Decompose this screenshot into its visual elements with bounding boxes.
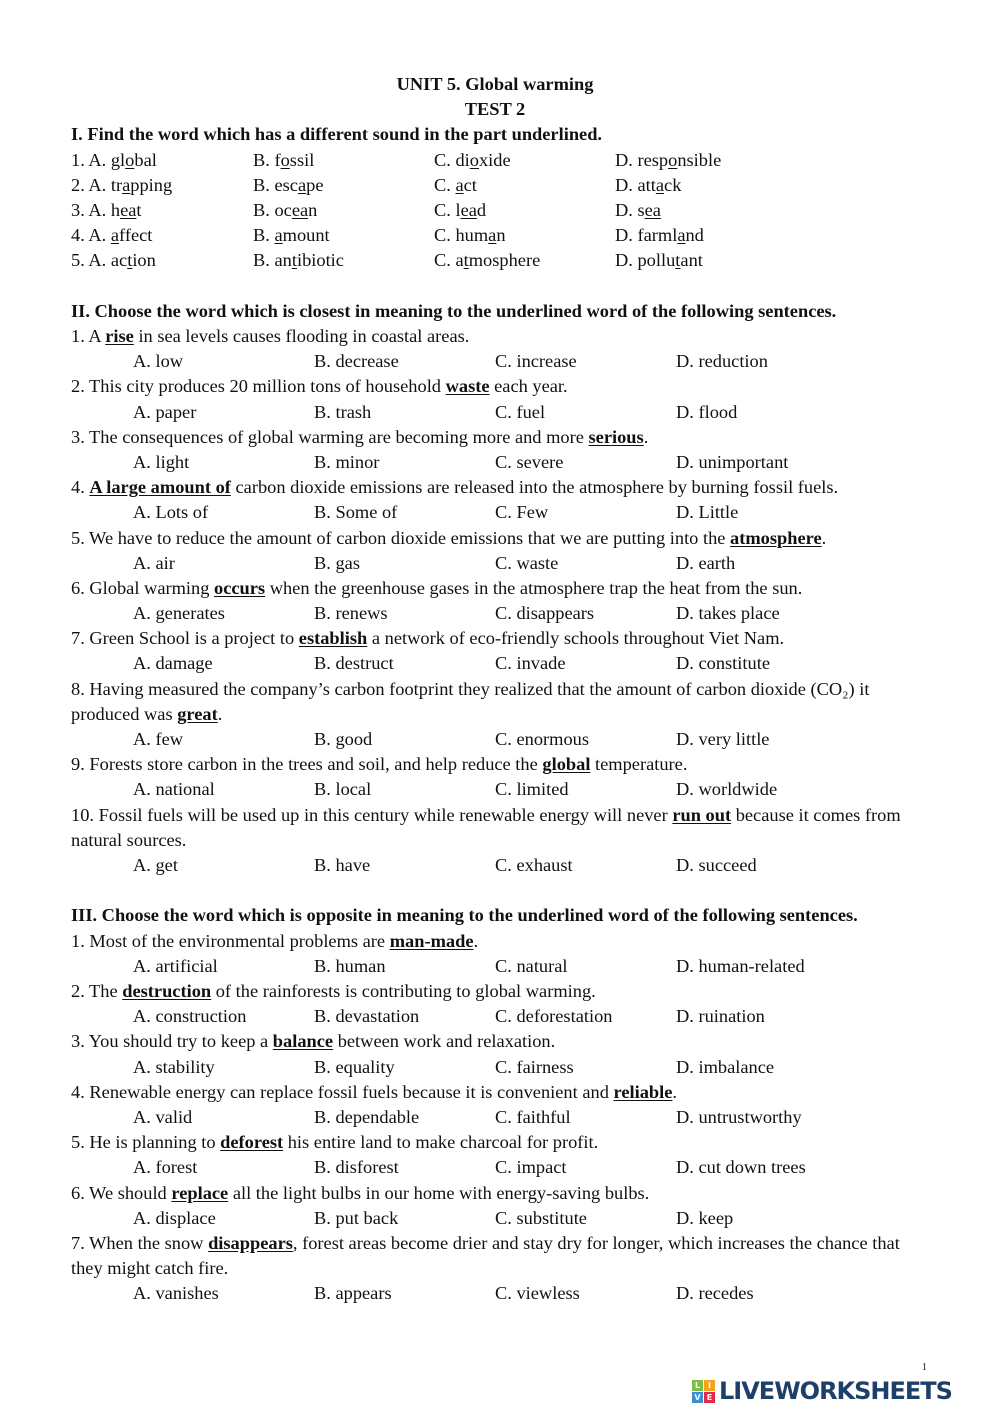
option-text: mosphere <box>468 250 541 271</box>
underlined-part: ea <box>460 199 477 220</box>
underlined-part: t <box>675 250 681 271</box>
liveworksheets-logo <box>692 1378 952 1404</box>
underlined-part: o <box>280 149 290 170</box>
option[interactable]: D. untrustworthy <box>676 1107 802 1128</box>
option-text: ct <box>463 174 477 195</box>
sentence-text: 3. You should try to keep a <box>71 1031 273 1052</box>
option[interactable]: C. fuel <box>495 401 546 422</box>
key-word: establish <box>298 628 368 649</box>
sentence-text: . <box>821 527 827 548</box>
options-row <box>71 400 919 425</box>
question-sentence <box>71 1181 919 1206</box>
sentence-text: . <box>643 426 649 447</box>
section-1-heading: I. Find the word which has a different sound in the part underlined. <box>71 124 603 145</box>
options-row <box>71 500 919 525</box>
option[interactable]: A. artificial <box>133 955 218 976</box>
underlined-part: t <box>291 250 297 271</box>
underlined-part: o <box>469 149 479 170</box>
option-text: 3. A. h <box>71 199 121 220</box>
question-row <box>71 198 919 223</box>
option[interactable]: C. faithful <box>495 1107 571 1128</box>
option-text: D. pollu <box>615 250 676 271</box>
option[interactable] <box>434 223 506 248</box>
options-row <box>71 1055 919 1080</box>
option-text: B. oc <box>253 199 292 220</box>
option[interactable] <box>253 148 314 173</box>
underlined-part: a <box>110 225 120 246</box>
sentence-text: 6. We should <box>71 1182 172 1203</box>
key-word: balance <box>272 1031 334 1052</box>
option[interactable] <box>253 248 344 273</box>
option[interactable] <box>434 148 511 173</box>
option[interactable]: B. minor <box>314 451 380 472</box>
option[interactable] <box>615 248 703 273</box>
underlined-part: ea <box>120 199 137 220</box>
question-row <box>71 248 919 273</box>
options-row <box>71 1105 919 1130</box>
section-2-questions <box>71 324 919 878</box>
option[interactable]: D. human-related <box>676 955 805 976</box>
section-2-heading: II. Choose the word which is closest in meaning to the underlined word of the following sentences. <box>71 300 837 321</box>
options-row <box>71 651 919 676</box>
sentence-text: . <box>473 930 479 951</box>
option[interactable]: C. severe <box>495 451 564 472</box>
option[interactable] <box>71 198 142 223</box>
option[interactable]: D. reduction <box>676 351 768 372</box>
option-text: C. di <box>434 149 470 170</box>
option[interactable]: A. construction <box>133 1006 247 1027</box>
option[interactable] <box>71 223 152 248</box>
logo-tile: E <box>704 1392 715 1403</box>
underlined-part: a <box>274 225 283 246</box>
question-sentence <box>71 803 919 853</box>
question-sentence <box>71 374 919 399</box>
option[interactable] <box>71 173 172 198</box>
question-row <box>71 148 919 173</box>
option[interactable]: A. generates <box>133 603 225 624</box>
option[interactable]: B. gas <box>314 552 360 573</box>
option[interactable]: D. flood <box>676 401 738 422</box>
question-sentence <box>71 475 919 500</box>
option-text: n <box>496 225 506 246</box>
key-word: disappears <box>208 1232 293 1253</box>
underlined-part: a <box>122 174 131 195</box>
option[interactable]: B. have <box>314 855 371 876</box>
key-word: great <box>177 703 218 724</box>
option-text: B. an <box>253 250 292 271</box>
sentence-text: 9. Forests store carbon in the trees and soil, and help reduce the <box>71 754 543 775</box>
key-word: serious <box>588 426 644 447</box>
option[interactable] <box>71 248 156 273</box>
sentence-text: 4. Renewable energy can replace fossil fuels because it is convenient and <box>71 1081 614 1102</box>
option[interactable]: D. imbalance <box>676 1056 775 1077</box>
question-row <box>71 223 919 248</box>
sentence-text: 8. Having measured the company’s carbon footprint they realized that the amount of carbon dioxide (CO₂) it produced was <box>71 678 870 724</box>
sentence-text: 1. A <box>71 325 106 346</box>
option[interactable]: D. recedes <box>676 1283 754 1304</box>
option[interactable] <box>615 198 661 223</box>
options-row <box>71 450 919 475</box>
option[interactable]: C. natural <box>495 955 568 976</box>
key-word: man-made <box>389 930 474 951</box>
sentence-text: 2. This city produces 20 million tons of household <box>71 376 446 397</box>
logo-tile: L <box>692 1380 703 1391</box>
sentence-text: between work and relaxation. <box>333 1031 556 1052</box>
key-word: A large amount of <box>89 477 231 498</box>
option[interactable]: D. worldwide <box>676 779 778 800</box>
option[interactable]: A. forest <box>133 1157 198 1178</box>
test-title: TEST 2 <box>464 99 526 120</box>
option-text: C. a <box>434 250 464 271</box>
option-text: D. s <box>615 199 645 220</box>
question-sentence <box>71 1231 919 1281</box>
option[interactable] <box>615 148 721 173</box>
options-row <box>71 1004 919 1029</box>
logo-tile: V <box>692 1392 703 1403</box>
option[interactable]: B. disforest <box>314 1157 399 1178</box>
option[interactable]: C. deforestation <box>495 1006 613 1027</box>
question-sentence <box>71 324 919 349</box>
option-text: ck <box>664 174 682 195</box>
question-sentence <box>71 929 919 954</box>
option-text: pping <box>130 174 173 195</box>
options-row <box>71 853 919 878</box>
option[interactable]: D. Little <box>676 502 739 523</box>
options-row <box>71 551 919 576</box>
sentence-text: all the light bulbs in our home with energy-saving bulbs. <box>228 1182 650 1203</box>
option[interactable]: D. succeed <box>676 855 757 876</box>
option[interactable]: B. destruct <box>314 653 394 674</box>
key-word: deforest <box>220 1132 284 1153</box>
option[interactable]: B. renews <box>314 603 388 624</box>
option[interactable]: B. equality <box>314 1056 395 1077</box>
options-row <box>71 1155 919 1180</box>
option[interactable]: A. light <box>133 451 190 472</box>
sentence-text: 4. <box>71 477 90 498</box>
sentence-text: . <box>217 703 223 724</box>
options-row <box>71 1206 919 1231</box>
option-text: C. hum <box>434 225 489 246</box>
option[interactable]: C. increase <box>495 351 577 372</box>
question-sentence <box>71 677 919 727</box>
underlined-part: ea <box>291 199 309 220</box>
underlined-part: a <box>677 225 686 246</box>
logo-text: LIVEWORKSHEETS <box>719 1377 952 1405</box>
option[interactable]: A. national <box>133 779 215 800</box>
option-text: t <box>136 199 142 220</box>
option-text: ibiotic <box>296 250 344 271</box>
option[interactable] <box>253 198 317 223</box>
option[interactable]: C. fairness <box>495 1056 574 1077</box>
option-text: 4. A. <box>71 225 111 246</box>
sentence-text: because it comes from natural sources. <box>71 804 901 850</box>
option-text: pe <box>306 174 324 195</box>
underlined-part: a <box>455 174 464 195</box>
option-text: n <box>308 199 318 220</box>
underlined-part: o <box>125 149 135 170</box>
option[interactable]: C. viewless <box>495 1283 580 1304</box>
sentence-text: 7. When the snow <box>71 1232 209 1253</box>
sentence-text: 5. He is planning to <box>71 1132 221 1153</box>
underlined-part: o <box>668 149 678 170</box>
option-text: C. l <box>434 199 461 220</box>
option[interactable]: D. cut down trees <box>676 1157 806 1178</box>
question-sentence <box>71 576 919 601</box>
option[interactable]: A. damage <box>133 653 213 674</box>
option[interactable]: B. Some of <box>314 502 398 523</box>
sentence-text: 1. Most of the environmental problems are <box>71 930 390 951</box>
option-text: B. <box>253 225 275 246</box>
option-text: 5. A. ac <box>71 250 128 271</box>
options-row <box>71 777 919 802</box>
question-sentence <box>71 979 919 1004</box>
option-text: D. att <box>615 174 656 195</box>
option[interactable]: B. appears <box>314 1283 392 1304</box>
sentence-text: , forest areas become drier and stay dry for longer, which increases the chance that they might catch fire. <box>71 1232 900 1279</box>
option[interactable]: A. air <box>133 552 175 573</box>
sentence-text: temperature. <box>590 754 688 775</box>
option-text: ssil <box>289 149 315 170</box>
sentence-text: his entire land to make charcoal for profit. <box>283 1132 599 1153</box>
logo-tile: I <box>704 1380 715 1391</box>
option[interactable]: A. get <box>133 855 178 876</box>
option[interactable]: D. constitute <box>676 653 770 674</box>
key-word: global <box>542 754 591 775</box>
option[interactable]: D. ruination <box>676 1006 765 1027</box>
key-word: atmosphere <box>730 527 822 548</box>
option[interactable]: A. valid <box>133 1107 193 1128</box>
option[interactable]: B. trash <box>314 401 372 422</box>
key-word: waste <box>445 376 490 397</box>
logo-tiles-icon <box>692 1380 715 1403</box>
page-number: 1 <box>922 1362 927 1373</box>
section-1-rows <box>71 148 919 274</box>
sentence-text: each year. <box>489 376 568 397</box>
option[interactable]: A. displace <box>133 1207 216 1228</box>
sentence-text: . <box>672 1081 678 1102</box>
sentence-text: when the greenhouse gases in the atmosphere trap the heat from the sun. <box>265 577 803 598</box>
option-text: xide <box>478 149 511 170</box>
question-sentence <box>71 1029 919 1054</box>
option-text: D. farml <box>615 225 678 246</box>
option[interactable]: C. limited <box>495 779 569 800</box>
option[interactable]: B. dependable <box>314 1107 420 1128</box>
sentence-text: in sea levels causes flooding in coastal areas. <box>133 325 470 346</box>
option[interactable] <box>434 198 486 223</box>
option[interactable]: D. takes place <box>676 603 780 624</box>
question-sentence <box>71 526 919 551</box>
options-row <box>71 954 919 979</box>
sentence-text: 7. Green School is a project to <box>71 628 299 649</box>
option[interactable]: A. few <box>133 729 184 750</box>
underlined-part: t <box>127 250 133 271</box>
key-word: rise <box>105 325 134 346</box>
section-3-heading: III. Choose the word which is opposite in meaning to the underlined word of the following sentences. <box>71 905 858 926</box>
option-text: ffect <box>119 225 153 246</box>
option[interactable]: D. very little <box>676 729 770 750</box>
option[interactable]: C. disappears <box>495 603 595 624</box>
option[interactable]: A. paper <box>133 401 197 422</box>
option-text: B. esc <box>253 174 298 195</box>
option[interactable]: A. vanishes <box>133 1283 219 1304</box>
option[interactable]: C. exhaust <box>495 855 573 876</box>
options-row <box>71 601 919 626</box>
sentence-text: 6. Global warming <box>71 577 215 598</box>
option[interactable] <box>434 248 540 273</box>
worksheet <box>71 72 919 1307</box>
option[interactable] <box>434 173 477 198</box>
option[interactable] <box>615 173 681 198</box>
question-sentence <box>71 752 919 777</box>
option[interactable]: C. invade <box>495 653 566 674</box>
unit-title: UNIT 5. Global warming <box>396 74 594 94</box>
option[interactable]: B. devastation <box>314 1006 420 1027</box>
option[interactable]: A. low <box>133 351 184 372</box>
key-word: reliable <box>613 1081 673 1102</box>
option-text: d <box>476 199 487 220</box>
question-sentence <box>71 1130 919 1155</box>
key-word: destruction <box>122 981 212 1002</box>
option[interactable] <box>615 223 704 248</box>
sentence-text: carbon dioxide emissions are released into the atmosphere by burning fossil fuels. <box>230 477 839 498</box>
option-text: nsible <box>677 149 722 170</box>
options-row <box>71 727 919 752</box>
question-sentence <box>71 626 919 651</box>
sentence-text: 2. The <box>71 981 123 1002</box>
option[interactable]: C. enormous <box>495 729 589 750</box>
option[interactable]: B. decrease <box>314 351 399 372</box>
option[interactable]: B. human <box>314 955 386 976</box>
option[interactable]: C. waste <box>495 552 559 573</box>
option[interactable]: A. Lots of <box>133 502 209 523</box>
sentence-text: 5. We have to reduce the amount of carbon dioxide emissions that we are putting into the <box>71 527 731 548</box>
option-text: 2. A. tr <box>71 174 123 195</box>
option-text: B. f <box>253 149 281 170</box>
underlined-part: t <box>463 250 469 271</box>
question-row <box>71 173 919 198</box>
option[interactable]: B. good <box>314 729 373 750</box>
option[interactable]: D. unimportant <box>676 451 789 472</box>
option[interactable]: C. impact <box>495 1157 567 1178</box>
option-text: mount <box>282 225 330 246</box>
option-text: bal <box>134 149 157 170</box>
option[interactable]: D. earth <box>676 552 736 573</box>
question-sentence <box>71 1080 919 1105</box>
sentence-text: of the rainforests is contributing to global warming. <box>211 981 596 1002</box>
underlined-part: ea <box>644 199 661 220</box>
option[interactable]: B. local <box>314 779 372 800</box>
sentence-text: a network of eco-friendly schools throughout Viet Nam. <box>367 628 785 649</box>
option[interactable]: D. keep <box>676 1207 734 1228</box>
underlined-part: a <box>488 225 497 246</box>
options-row <box>71 349 919 374</box>
option[interactable] <box>253 173 323 198</box>
option[interactable]: A. stability <box>133 1056 215 1077</box>
option[interactable]: B. put back <box>314 1207 399 1228</box>
underlined-part: a <box>655 174 665 195</box>
option-text: 1. A. gl <box>71 149 126 170</box>
key-word: replace <box>171 1182 229 1203</box>
sentence-text: 10. Fossil fuels will be used up in this century while renewable energy will never <box>71 804 673 825</box>
option-text: D. resp <box>615 149 669 170</box>
option-text: nd <box>685 225 704 246</box>
key-word: occurs <box>214 577 266 598</box>
option[interactable] <box>71 148 157 173</box>
question-sentence <box>71 425 919 450</box>
underlined-part: a <box>297 174 307 195</box>
sentence-text: 3. The consequences of global warming are becoming more and more <box>71 426 589 447</box>
option-text: ion <box>132 250 156 271</box>
option[interactable]: C. substitute <box>495 1207 587 1228</box>
option-text: C. <box>434 174 456 195</box>
option[interactable]: C. Few <box>495 502 549 523</box>
section-3-questions <box>71 929 919 1307</box>
option[interactable] <box>253 223 330 248</box>
options-row <box>71 1281 919 1306</box>
key-word: run out <box>672 804 732 825</box>
option-text: ant <box>680 250 703 271</box>
